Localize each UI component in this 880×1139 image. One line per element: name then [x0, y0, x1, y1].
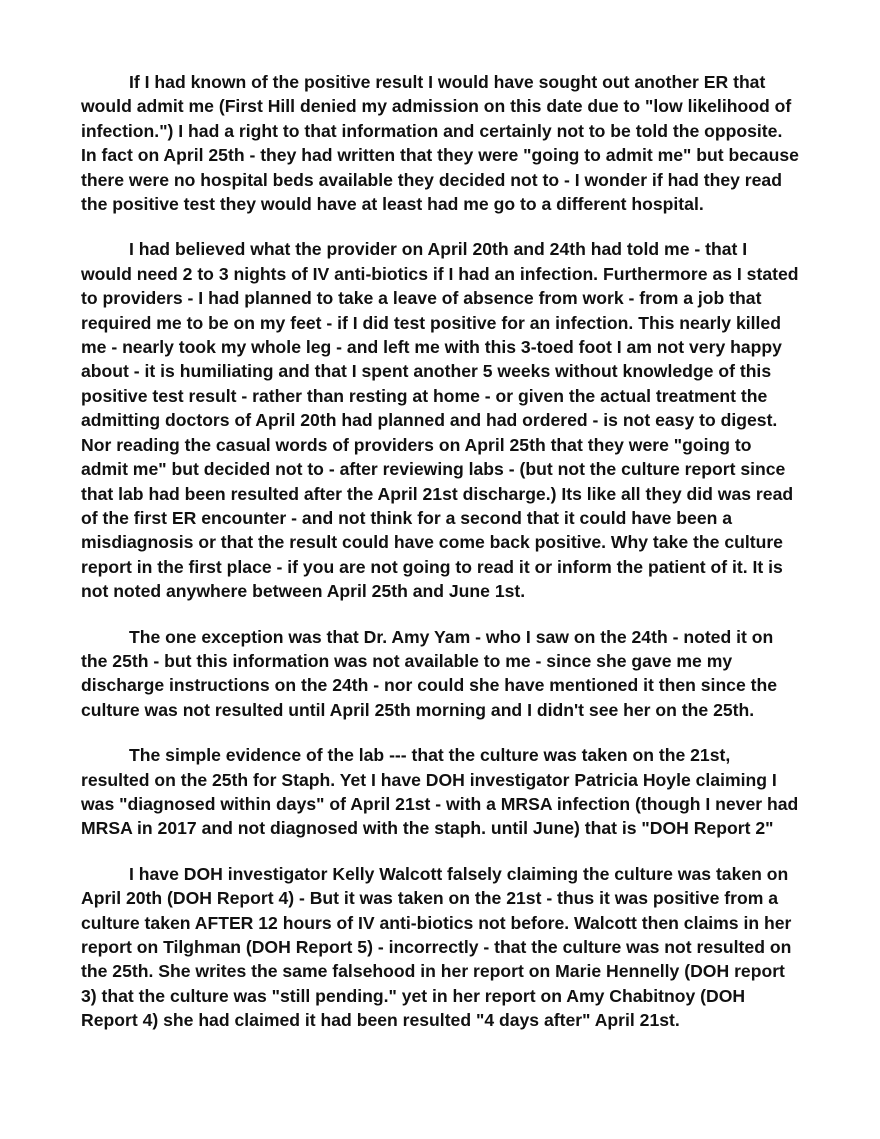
paragraph-3: The one exception was that Dr. Amy Yam - who I saw on the 24th - noted it on the 25th - but this information was not available to me - since she gave me my discharge instructions on the 24th - nor could she have mentioned it then since the culture was not resulted until April 25th morning and I didn't see her on the 25th.	[81, 626, 778, 720]
paragraph-5: I have DOH investigator Kelly Walcott falsely claiming the culture was taken on April 20th (DOH Report 4) - But it was taken on the 21st - thus it was positive from a culture taken AFTER 12 hours of IV anti-biotics not before. Walcott then claims in her report on Tilghman (DOH Report 5) - incorrectly - that the culture was not resulted on the 25th. She writes the same falsehood in her report on Marie Hennelly (DOH report 3) that the culture was "still pending." yet in her report on Amy Chabitnoy (DOH Report 4) she had claimed it had been resulted "4 days after" April 21st.	[81, 863, 792, 1031]
paragraph-1: If I had known of the positive result I would have sought out another ER that would admit me (First Hill denied my admission on this date due to "low likelihood of infection.") I had a right to that information and certainly not to be told the opposite. In fact on April 25th - they had written that they were "going to admit me" but because there were no hospital beds available they decided not to - I wonder if had they read the positive test they would have at least had me go to a different hospital.	[81, 72, 799, 215]
document-page	[81, 70, 801, 1054]
paragraph-2: I had believed what the provider on April 20th and 24th had told me - that I would need 2 to 3 nights of IV anti-biotics if I had an infection. Furthermore as I stated to providers - I had planned to take a leave of absence from work - from a job that required me to be on my feet - if I did test positive for an infection. This nearly killed me - nearly took my whole leg - and left me with this 3-toed foot I am not very happy about - it is humiliating and that I spent another 5 weeks without knowledge of this positive test result - rather than resting at home - or given the actual treatment the admitting doctors of April 20th had planned and had ordered - is not easy to digest. Nor reading the casual words of providers on April 25th that they were "going to admit me" but decided not to - after reviewing labs - (but not the culture report since that lab had been resulted after the April 21st discharge.) Its like all they did was read of the first ER encounter - and not think for a second that it could have been a misdiagnosis or that the result could have come back positive. Why take the culture report in the first place - if you are not going to read it or inform the patient of it. It is not noted anywhere between April 25th and June 1st.	[81, 239, 799, 602]
paragraph-4: The simple evidence of the lab --- that the culture was taken on the 21st, resulted on the 25th for Staph. Yet I have DOH investigator Patricia Hoyle claiming I was "diagnosed within days" of April 21st - with a MRSA infection (though I never had MRSA in 2017 and not diagnosed with the staph. until June) that is "DOH Report 2"	[81, 745, 799, 839]
